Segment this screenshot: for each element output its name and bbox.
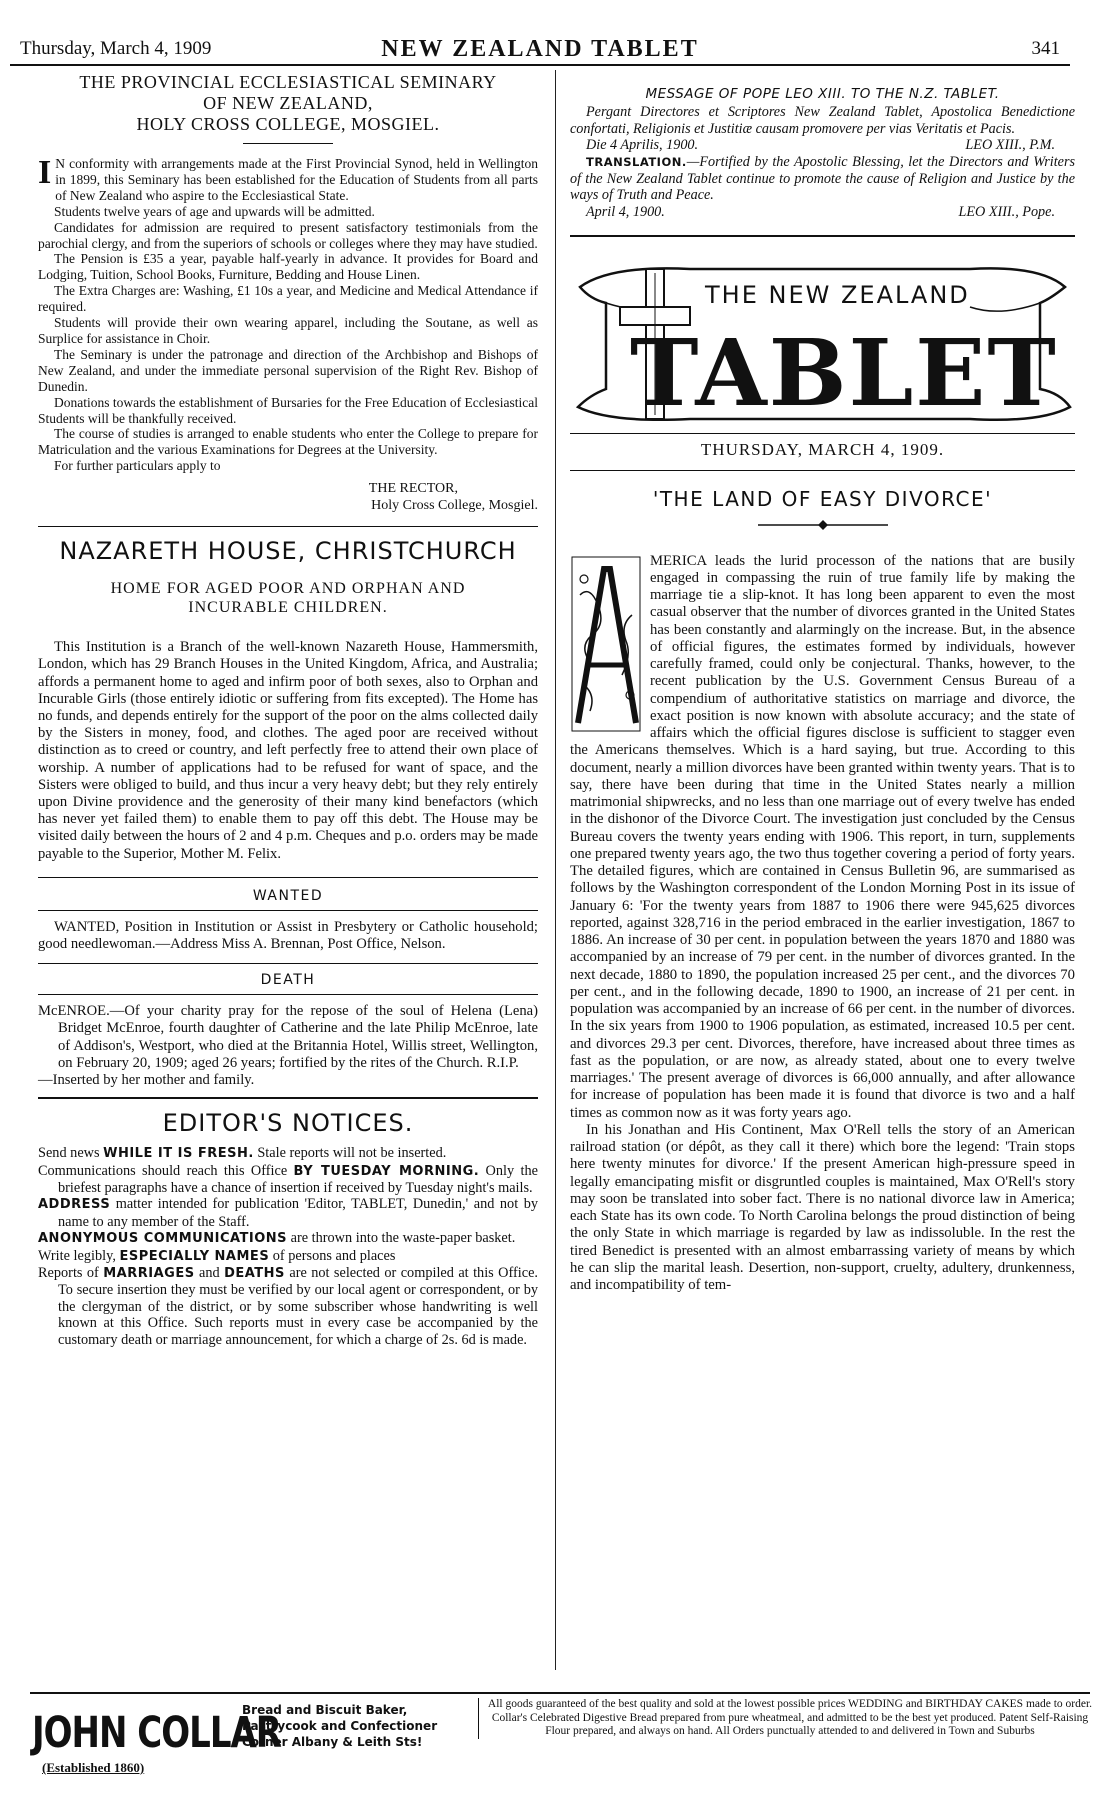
translation-text: —Fortified by the Apostolic Blessing, let the Directors and Writers of the New Zealand Tablet continue to promote the cause of Religion and Justice by the ways of Truth and Peace. xyxy=(570,154,1075,203)
header-title: NEW ZEALAND TABLET xyxy=(381,36,699,62)
section-rule xyxy=(570,470,1075,471)
notice-text: Reports of xyxy=(38,1265,104,1282)
masthead-date: THURSDAY, MARCH 4, 1909. xyxy=(700,439,945,459)
translation-label: TRANSLATION. xyxy=(586,155,687,169)
wanted-body: WANTED, Position in Institution or Assist in Presbytery or Catholic household; good needlewoman.—Address Miss A. Brennan, Post Office, Nelson. xyxy=(38,918,538,952)
seminary-p5: The Extra Charges are: Washing, £1 10s a year, and Medicine and Medical Attendance if required. xyxy=(38,283,538,315)
ornamental-dropcap xyxy=(570,555,642,733)
notice-text: Communications should reach this Office xyxy=(38,1162,294,1179)
nazareth-notice xyxy=(38,537,538,863)
translation-signature: LEO XIII., Pope. xyxy=(958,203,1055,220)
seminary-p1: N conformity with arrangements made at the First Provincial Synod, held in Wellington in 1899, this Seminary has been established for the Education of Students from all parts of New Zealand who aspire to the Ecclesiastical State. xyxy=(55,156,538,203)
wanted-notice xyxy=(38,888,538,953)
nazareth-subtitle-1: HOME FOR AGED POOR AND ORPHAN AND xyxy=(110,580,466,598)
death-footer: —Inserted by her mother and family. xyxy=(38,1071,255,1088)
death-notice xyxy=(38,972,538,1089)
seminary-signature xyxy=(38,480,538,514)
message-latin: Pergant Directores et Scriptores New Zealand Tablet, Apostolica Benedictione confortati, Religionis et Justitiæ causam promovere per vias Veritatis et Pacis. xyxy=(570,104,1075,137)
section-rule xyxy=(38,994,538,995)
section-rule xyxy=(38,910,538,911)
notice-2 xyxy=(38,1163,538,1197)
seminary-p2: Students twelve years of age and upwards will be admitted. xyxy=(54,203,375,219)
notice-3 xyxy=(38,1196,538,1230)
notice-5 xyxy=(38,1248,538,1265)
signature-college: Holy Cross College, Mosgiel. xyxy=(371,498,538,514)
section-rule xyxy=(38,526,538,527)
section-rule xyxy=(38,877,538,878)
advert-line-1: Bread and Biscuit Baker, xyxy=(242,1703,408,1717)
seminary-title-1: THE PROVINCIAL ECCLESIASTICAL SEMINARY xyxy=(79,72,497,92)
editors-notices xyxy=(38,1109,538,1348)
seminary-p6: Students will provide their own wearing apparel, including the Soutane, as well as Surplice for assistance in Choir. xyxy=(38,315,538,346)
notice-keyword: DEATHS xyxy=(224,1266,285,1282)
section-rule xyxy=(570,235,1075,237)
article xyxy=(570,487,1075,1295)
notice-text: are not selected or compiled at this Office. To secure insertion they must be verified by our local agent or correspondent, or by the clergyman of the district, or by some subscriber whose handwriting is well known at this Office. Such reports must in every case be accompanied by the customary death or marriage announcement, for which a charge of 2s. 6d is made. xyxy=(58,1265,538,1348)
notice-keyword: BY TUESDAY MORNING. xyxy=(293,1163,480,1179)
notice-text: Only the briefest paragraphs have a chance of insertion if received by Tuesday night's mails. xyxy=(58,1162,538,1196)
seminary-notice xyxy=(38,72,538,514)
nazareth-body: This Institution is a Branch of the well-known Nazareth House, Hammersmith, London, which has 29 Branch Houses in the United Kingdom, Africa, and Australia; affords a permanent home to aged and infirm poor of both sexes, also to Orphan and Incurable Girls (those entirely idiotic or suffering from fits excepted). The Home has no funds, and depends entirely for the support of the poor on the alms collected daily by the Sisters in money, food, and clothes. The aged poor are received without distinction as to creed or country, and left perfectly free to attend their own place of worship. A number of applications had to be refused for want of space, and the Sisters were obliged to build, and thus incur a very heavy debt; but they rely entirely upon Divine providence and the generosity of their many kind benefactors (which has never yet failed them) to enable them to pay off this debt. The House may be visited daily between the hours of 2 and 4 p.m. Cheques and p.o. orders may be made payable to the Superior, Mother M. Felix. xyxy=(38,639,538,862)
signature-rector: THE RECTOR, xyxy=(368,481,458,497)
wanted-head: WANTED xyxy=(252,887,324,904)
ornamental-a-icon xyxy=(570,555,642,733)
diamond-rule-icon xyxy=(758,520,888,530)
notice-text: of persons and places xyxy=(269,1247,396,1264)
masthead-banner xyxy=(570,247,1075,427)
notice-text: matter intended for publication 'Editor, TABLET, Dunedin,' and not by name to any member of the Staff. xyxy=(58,1196,538,1230)
notice-text: Write legibly, xyxy=(38,1247,120,1264)
advertiser-name: JOHN COLLAR xyxy=(32,1708,281,1758)
collar-advert xyxy=(32,1698,472,1778)
notice-keyword: MARRIAGES xyxy=(103,1266,195,1282)
death-body: McENROE.—Of your charity pray for the repose of the soul of Helena (Lena) Bridget McEnroe, fourth daughter of Catherine and the late Philip McEnroe, late of Addison's, Westport, who died at the Britannia Hotel, Willis street, Wellington, on February 20, 1909; aged 26 years; fortified by the rites of the Church. R.I.P. xyxy=(38,1003,538,1071)
death-head: DEATH xyxy=(260,972,316,989)
masthead-line2: TABLET xyxy=(630,318,1058,427)
masthead xyxy=(570,247,1075,427)
nazareth-title: NAZARETH HOUSE, CHRISTCHURCH xyxy=(59,537,517,566)
notice-text: and xyxy=(194,1265,225,1282)
notice-1 xyxy=(38,1145,538,1162)
page-header xyxy=(10,36,1070,66)
article-body xyxy=(570,553,1075,1295)
article-p2: In his Jonathan and His Continent, Max O'Rell tells the story of an American railroad station (or dépôt, as they call it there) which bore the legend: 'Train stops here twenty minutes for divorce.' If the present American high-pressure speed in legally emancipating misfit or disgruntled couples is maintained, Max O'Rell's story may soon be translated into sober fact. There is no national divorce law in America; each State has its own code. To North Carolina belongs the proud distinction of being the only State in which marriage is regarded by law as indissoluble. In the rest the tired Benedict is presented with an almost embarrassing variety of means by which he can slip the marital leash. Desertion, non-support, cruelty, adultery, drunkenness, and incompatibility of tem- xyxy=(570,1121,1075,1293)
message-translation xyxy=(570,154,1075,204)
advert-established: (Established 1860) xyxy=(42,1760,145,1775)
notice-text: Send news xyxy=(38,1145,104,1162)
seminary-body xyxy=(38,156,538,474)
column-divider xyxy=(555,70,556,1670)
advert-line-2: Pastrycook and Confectioner xyxy=(242,1719,438,1733)
header-date: Thursday, March 4, 1909 xyxy=(20,38,212,59)
nazareth-subtitle-2: INCURABLE CHILDREN. xyxy=(188,599,388,617)
seminary-p7: The Seminary is under the patronage and direction of the Archbishop and Bishops of New Zealand, and under the immediate personal supervision of the Right Rev. Bishop of Dunedin. xyxy=(38,346,538,394)
page-number: 341 xyxy=(1031,38,1060,59)
notice-keyword: ANONYMOUS COMMUNICATIONS xyxy=(38,1231,288,1247)
editors-notices-head: EDITOR'S NOTICES. xyxy=(162,1109,414,1138)
message-translation-sign xyxy=(570,204,1075,221)
seminary-p3: Candidates for admission are required to present satisfactory testimonials from the parochial clergy, and from the superiors of schools or colleges where they may have studied. xyxy=(38,219,538,251)
seminary-p8: Donations towards the establishment of Bursaries for the Free Education of Ecclesiastical Students will be thankfully received. xyxy=(38,394,538,426)
notice-keyword: WHILE IT IS FRESH. xyxy=(103,1146,254,1162)
dropcap-letter: A xyxy=(598,726,599,728)
short-rule xyxy=(243,143,333,144)
seminary-title-2: OF NEW ZEALAND, xyxy=(203,93,373,113)
masthead-line1: THE NEW ZEALAND xyxy=(705,280,970,309)
latin-signature: LEO XIII., P.M. xyxy=(965,137,1055,153)
advert-right-text: All goods guaranteed of the best quality and sold at the lowest possible prices WEDDING and BIRTHDAY CAKES made to order. Collar's Celebrated Digestive Bread prepared from pure wheatmeal, and admitted to be the best yet produced. Patent Self-Raising Flour prepared, and always on hand. All Orders punctually attended to and delivered in Town and Suburbs xyxy=(478,1698,1095,1739)
message-latin-sign xyxy=(570,137,1075,154)
seminary-title-3: HOLY CROSS COLLEGE, MOSGIEL. xyxy=(136,114,440,134)
left-column xyxy=(38,72,538,1348)
section-rule xyxy=(38,1097,538,1099)
seminary-p9: The course of studies is arranged to enable students who enter the College to prepare for Matriculation and the various Examinations for Degrees at the University. xyxy=(38,426,538,458)
papal-message xyxy=(570,86,1075,221)
advertiser-details xyxy=(242,1702,437,1750)
notice-text: are thrown into the waste-paper basket. xyxy=(287,1230,516,1247)
advert-line-3: Corner Albany & Leith Sts! xyxy=(242,1735,423,1749)
footer-advertisement xyxy=(30,1692,1093,1780)
article-title: 'THE LAND OF EASY DIVORCE' xyxy=(652,486,993,511)
translation-date: April 4, 1900. xyxy=(586,203,665,220)
seminary-p4: The Pension is £35 a year, payable half-yearly in advance. It provides for Board and Lodging, Tuition, School Books, Furniture, Bedding and House Linen. xyxy=(38,251,538,283)
section-rule xyxy=(38,963,538,964)
right-column xyxy=(570,72,1075,1294)
title-ornament xyxy=(570,517,1075,535)
seminary-p10: For further particulars apply to xyxy=(54,458,221,474)
message-title: MESSAGE OF POPE LEO XIII. TO THE N.Z. TABLET. xyxy=(645,86,1000,102)
notice-keyword: ADDRESS xyxy=(38,1197,111,1213)
seminary-dropcap: I xyxy=(38,154,52,191)
notice-6 xyxy=(38,1265,538,1348)
latin-date: Die 4 Aprilis, 1900. xyxy=(586,137,699,153)
notice-4 xyxy=(38,1230,538,1247)
notice-keyword: ESPECIALLY NAMES xyxy=(119,1248,270,1264)
section-rule xyxy=(570,433,1075,434)
notice-text: Stale reports will not be inserted. xyxy=(253,1145,447,1162)
article-p1: MERICA leads the lurid processon of the nations that are busily engaged in compassing the ruin of true family life by making the marriage tie a slip-knot. It has long been apparent to even the most casual observer that the number of divorces granted in the United States has been constantly and alarmingly on the increase. But, in the absence of official figures, the estimates formed by individuals, however carefully framed, could only be conjectural. Thanks, however, to the recent publication by the U.S. Government Census Bureau of a compendium of authoritative statistics on marriage and divorce, the exact position is now known with absolute accuracy; and the state of affairs which the official figures disclose is sufficient to stagger even the Americans themselves. Which is a hard saying, but true. According to this document, nearly a million divorces have been granted within twenty years. That is to say, there have been during that time in the United States nearly a million matrimonial shipwrecks, and no less than one marriage out of every twelve has ended in the dishonor of the Divorce Court. The investigation just concluded by the Census Bureau covers the twenty years ending with 1906. This report, in turn, supplements one prepared twenty years ago, the two thus together covering a period of forty years. The detailed figures, which are contained in Census Bulletin 96, are summarised as follows by the Washington correspondent of the London Morning Post in its issue of January 6: 'For the twenty years from 1887 to 1906 there were 945,625 divorces reported, against 328,716 in the period embraced in the earlier investigation, 1867 to 1886. An increase of 30 per cent. in population between the years 1870 and 1880 was accompanied by an increase of 79 per cent. in the number of divorces granted. In the next decade, 1880 to 1890, the population increased 25 per cent., and the divorces 70 per cent., and in the following decade, 1890 to 1900, an increase of 21 per cent. in population was accompanied by an increase of 66 per cent. in the number of divorces. In the six years from 1900 to 1906 population, as estimated, increased 10.5 per cent. and divorces 29.3 per cent. Divorces, therefore, have increased about three times as fast as the population, or are now, as already stated, about one to every twelve marriages.' The present average of divorces is 66,000 annually, and after allowance for increase of population has been made it is found that divorce is two and a half times as common now as it was forty years ago. xyxy=(570,552,1075,1121)
